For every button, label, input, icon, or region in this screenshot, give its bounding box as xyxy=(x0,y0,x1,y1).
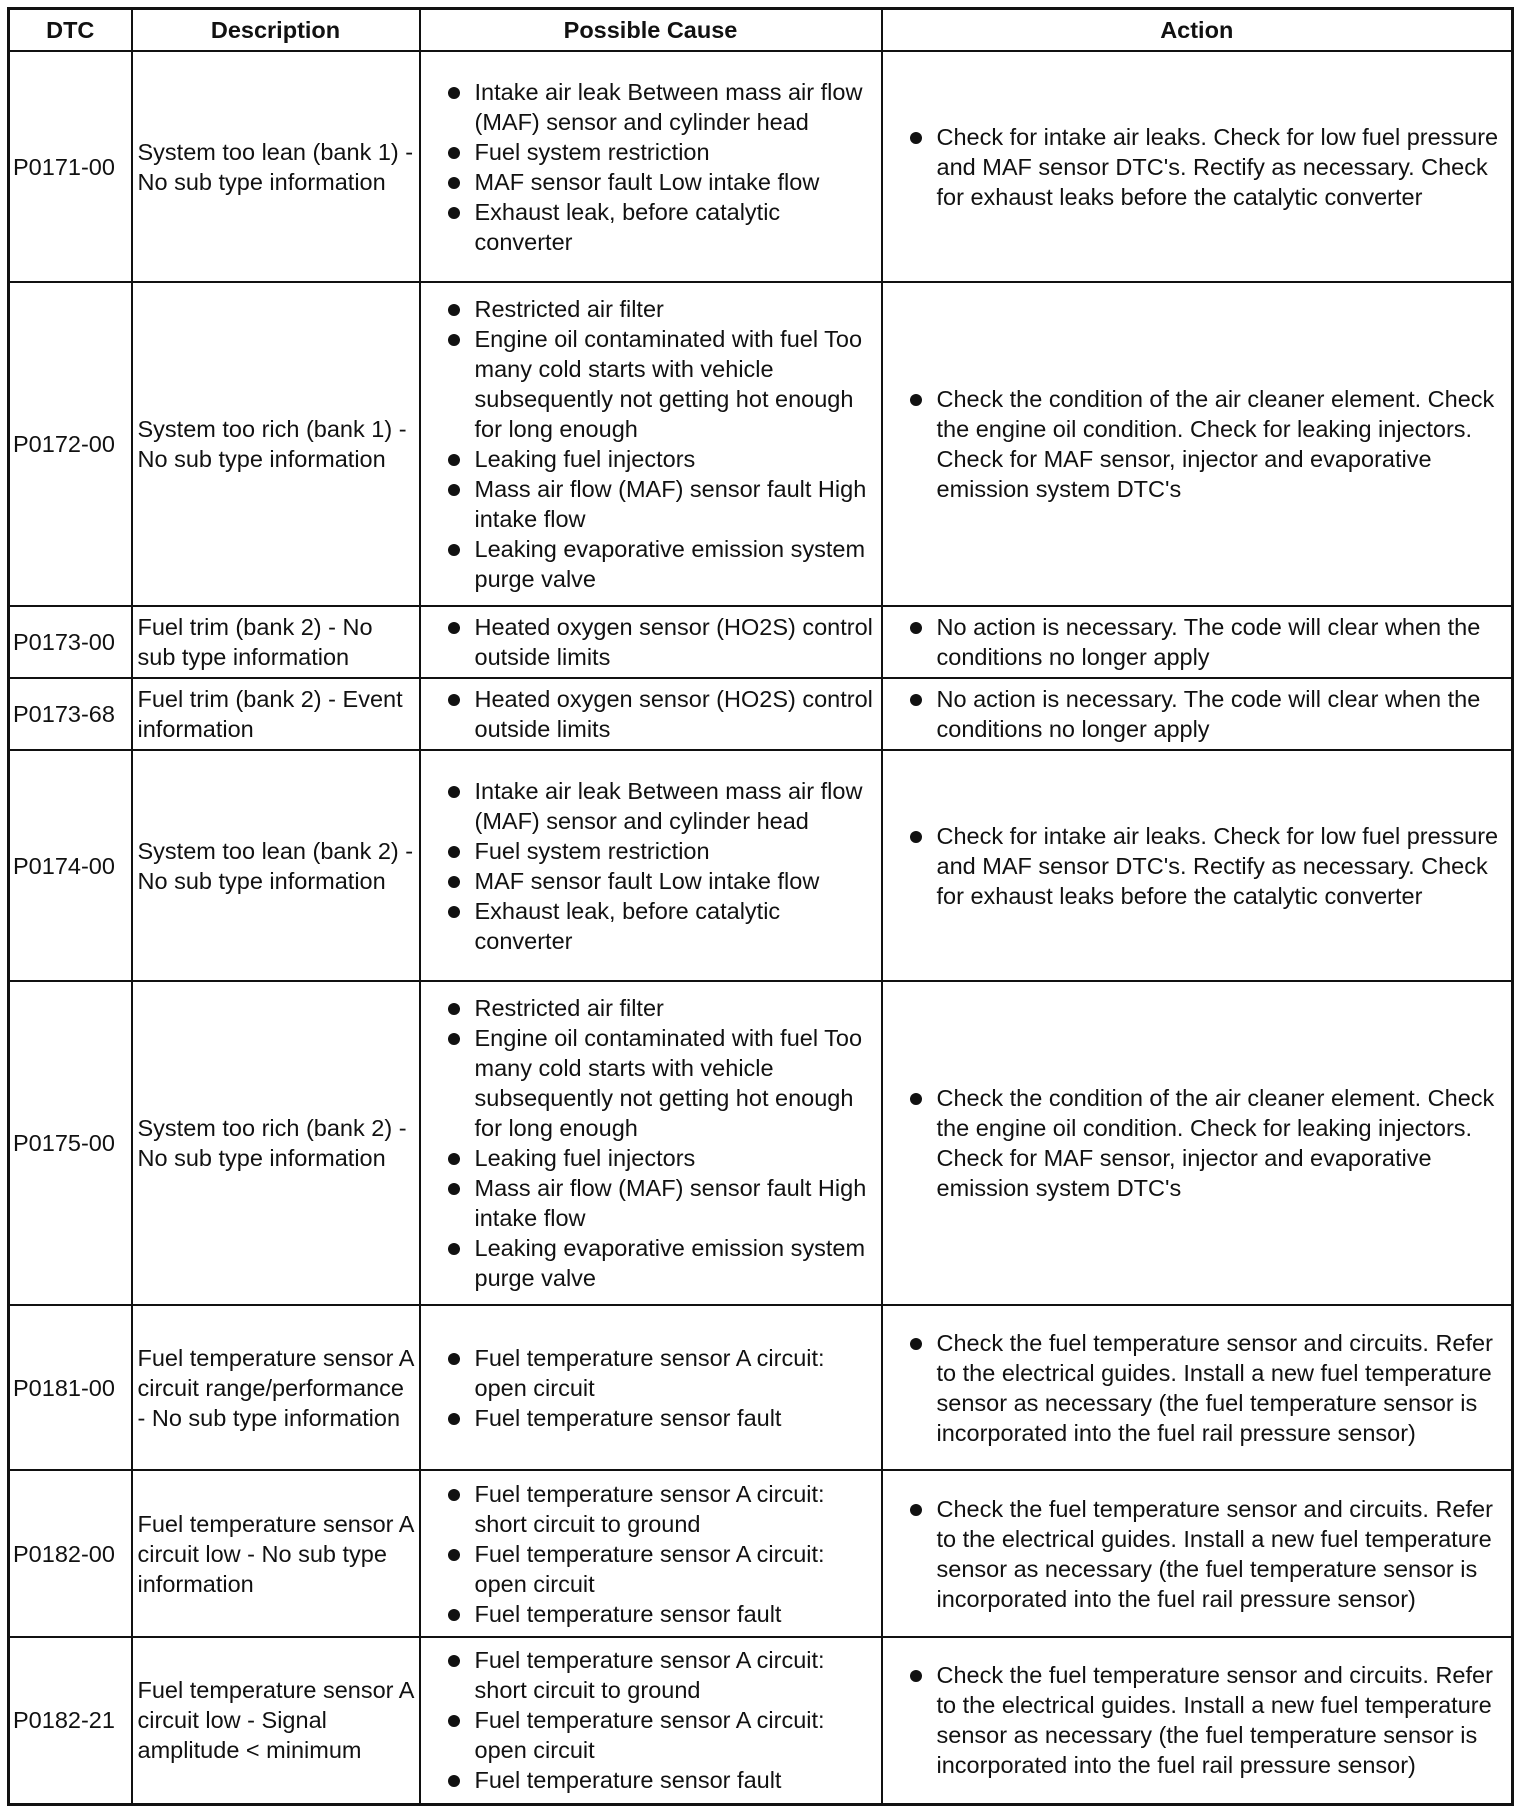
action-list xyxy=(910,684,1506,744)
action-list xyxy=(910,1494,1506,1614)
possible-cause-cell xyxy=(420,606,882,678)
cause-item: Engine oil contaminated with fuel Too many cold starts with vehicle subsequently not getting hot enough for long enough xyxy=(448,1023,875,1143)
action-item: Check the condition of the air cleaner element. Check the engine oil condition. Check for leaking injectors. Check for MAF sensor, injector and evaporative emission system DTC's xyxy=(910,384,1506,504)
table-row xyxy=(9,750,1513,981)
dtc-code: P0171-00 xyxy=(9,51,132,282)
cause-item: Fuel temperature sensor fault xyxy=(448,1765,875,1795)
dtc-description: System too rich (bank 2) - No sub type information xyxy=(132,981,420,1305)
cause-list xyxy=(448,1645,875,1795)
possible-cause-cell xyxy=(420,981,882,1305)
action-item: Check for intake air leaks. Check for low fuel pressure and MAF sensor DTC's. Rectify as necessary. Check for exhaust leaks before the catalytic converter xyxy=(910,821,1506,911)
possible-cause-cell xyxy=(420,678,882,750)
dtc-table-container xyxy=(7,7,1514,1806)
cause-list xyxy=(448,1343,875,1433)
table-row xyxy=(9,1470,1513,1637)
action-cell xyxy=(882,1470,1513,1637)
action-cell xyxy=(882,1305,1513,1470)
table-row xyxy=(9,51,1513,282)
possible-cause-cell xyxy=(420,1637,882,1804)
cause-item: Leaking fuel injectors xyxy=(448,1143,875,1173)
dtc-code: P0174-00 xyxy=(9,750,132,981)
table-row xyxy=(9,1637,1513,1804)
action-list xyxy=(910,1660,1506,1780)
action-cell xyxy=(882,750,1513,981)
dtc-code: P0172-00 xyxy=(9,282,132,606)
table-row xyxy=(9,981,1513,1305)
cause-item: MAF sensor fault Low intake flow xyxy=(448,866,875,896)
action-cell xyxy=(882,51,1513,282)
cause-item: Fuel temperature sensor A circuit: short circuit to ground xyxy=(448,1479,875,1539)
dtc-code: P0173-68 xyxy=(9,678,132,750)
header-dtc: DTC xyxy=(9,9,132,52)
table-row xyxy=(9,1305,1513,1470)
cause-item: Fuel temperature sensor A circuit: short circuit to ground xyxy=(448,1645,875,1705)
header-possible-cause: Possible Cause xyxy=(420,9,882,52)
cause-item: Exhaust leak, before catalytic converter xyxy=(448,197,875,257)
cause-list xyxy=(448,612,875,672)
action-list xyxy=(910,1083,1506,1203)
cause-list xyxy=(448,77,875,257)
header-description: Description xyxy=(132,9,420,52)
cause-item: Intake air leak Between mass air flow (MAF) sensor and cylinder head xyxy=(448,77,875,137)
action-cell xyxy=(882,1637,1513,1804)
cause-item: Fuel system restriction xyxy=(448,836,875,866)
dtc-code: P0173-00 xyxy=(9,606,132,678)
action-list xyxy=(910,612,1506,672)
action-list xyxy=(910,821,1506,911)
action-cell xyxy=(882,606,1513,678)
cause-item: Leaking evaporative emission system purge valve xyxy=(448,1233,875,1293)
action-list xyxy=(910,384,1506,504)
cause-item: Mass air flow (MAF) sensor fault High intake flow xyxy=(448,1173,875,1233)
action-item: Check the fuel temperature sensor and circuits. Refer to the electrical guides. Install a new fuel temperature sensor as necessary (the fuel temperature sensor is incorporated into the fuel rail pressure sensor) xyxy=(910,1494,1506,1614)
cause-item: Fuel system restriction xyxy=(448,137,875,167)
dtc-code: P0182-00 xyxy=(9,1470,132,1637)
dtc-description: Fuel trim (bank 2) - Event information xyxy=(132,678,420,750)
cause-item: Fuel temperature sensor A circuit: open circuit xyxy=(448,1343,875,1403)
action-item: No action is necessary. The code will clear when the conditions no longer apply xyxy=(910,684,1506,744)
action-cell xyxy=(882,981,1513,1305)
dtc-description: Fuel temperature sensor A circuit low - Signal amplitude < minimum xyxy=(132,1637,420,1804)
possible-cause-cell xyxy=(420,51,882,282)
cause-item: Exhaust leak, before catalytic converter xyxy=(448,896,875,956)
header-action: Action xyxy=(882,9,1513,52)
dtc-table xyxy=(7,7,1514,1806)
cause-item: Fuel temperature sensor fault xyxy=(448,1599,875,1629)
action-list xyxy=(910,122,1506,212)
table-row xyxy=(9,678,1513,750)
dtc-description: System too rich (bank 1) - No sub type information xyxy=(132,282,420,606)
cause-list xyxy=(448,776,875,956)
dtc-description: System too lean (bank 1) - No sub type information xyxy=(132,51,420,282)
dtc-description: Fuel trim (bank 2) - No sub type information xyxy=(132,606,420,678)
action-cell xyxy=(882,678,1513,750)
action-item: Check the fuel temperature sensor and circuits. Refer to the electrical guides. Install a new fuel temperature sensor as necessary (the fuel temperature sensor is incorporated into the fuel rail pressure sensor) xyxy=(910,1660,1506,1780)
header-row xyxy=(9,9,1513,52)
cause-item: Fuel temperature sensor A circuit: open circuit xyxy=(448,1705,875,1765)
dtc-description: Fuel temperature sensor A circuit low - No sub type information xyxy=(132,1470,420,1637)
possible-cause-cell xyxy=(420,282,882,606)
cause-item: Heated oxygen sensor (HO2S) control outside limits xyxy=(448,612,875,672)
possible-cause-cell xyxy=(420,1305,882,1470)
action-item: Check the condition of the air cleaner element. Check the engine oil condition. Check for leaking injectors. Check for MAF sensor, injector and evaporative emission system DTC's xyxy=(910,1083,1506,1203)
table-row xyxy=(9,282,1513,606)
cause-item: Fuel temperature sensor fault xyxy=(448,1403,875,1433)
dtc-description: System too lean (bank 2) - No sub type information xyxy=(132,750,420,981)
table-body xyxy=(9,51,1513,1804)
cause-item: Engine oil contaminated with fuel Too many cold starts with vehicle subsequently not getting hot enough for long enough xyxy=(448,324,875,444)
dtc-code: P0182-21 xyxy=(9,1637,132,1804)
table-row xyxy=(9,606,1513,678)
dtc-code: P0181-00 xyxy=(9,1305,132,1470)
cause-item: Leaking evaporative emission system purge valve xyxy=(448,534,875,594)
cause-list xyxy=(448,1479,875,1629)
cause-item: Intake air leak Between mass air flow (MAF) sensor and cylinder head xyxy=(448,776,875,836)
cause-item: Fuel temperature sensor A circuit: open circuit xyxy=(448,1539,875,1599)
cause-item: Restricted air filter xyxy=(448,993,875,1023)
action-item: No action is necessary. The code will clear when the conditions no longer apply xyxy=(910,612,1506,672)
cause-item: Mass air flow (MAF) sensor fault High intake flow xyxy=(448,474,875,534)
cause-list xyxy=(448,294,875,594)
dtc-description: Fuel temperature sensor A circuit range/performance - No sub type information xyxy=(132,1305,420,1470)
possible-cause-cell xyxy=(420,1470,882,1637)
cause-item: Restricted air filter xyxy=(448,294,875,324)
action-list xyxy=(910,1328,1506,1448)
cause-list xyxy=(448,993,875,1293)
action-item: Check the fuel temperature sensor and circuits. Refer to the electrical guides. Install a new fuel temperature sensor as necessary (the fuel temperature sensor is incorporated into the fuel rail pressure sensor) xyxy=(910,1328,1506,1448)
action-item: Check for intake air leaks. Check for low fuel pressure and MAF sensor DTC's. Rectify as necessary. Check for exhaust leaks before the catalytic converter xyxy=(910,122,1506,212)
possible-cause-cell xyxy=(420,750,882,981)
cause-item: Heated oxygen sensor (HO2S) control outside limits xyxy=(448,684,875,744)
dtc-code: P0175-00 xyxy=(9,981,132,1305)
action-cell xyxy=(882,282,1513,606)
cause-item: Leaking fuel injectors xyxy=(448,444,875,474)
cause-list xyxy=(448,684,875,744)
cause-item: MAF sensor fault Low intake flow xyxy=(448,167,875,197)
